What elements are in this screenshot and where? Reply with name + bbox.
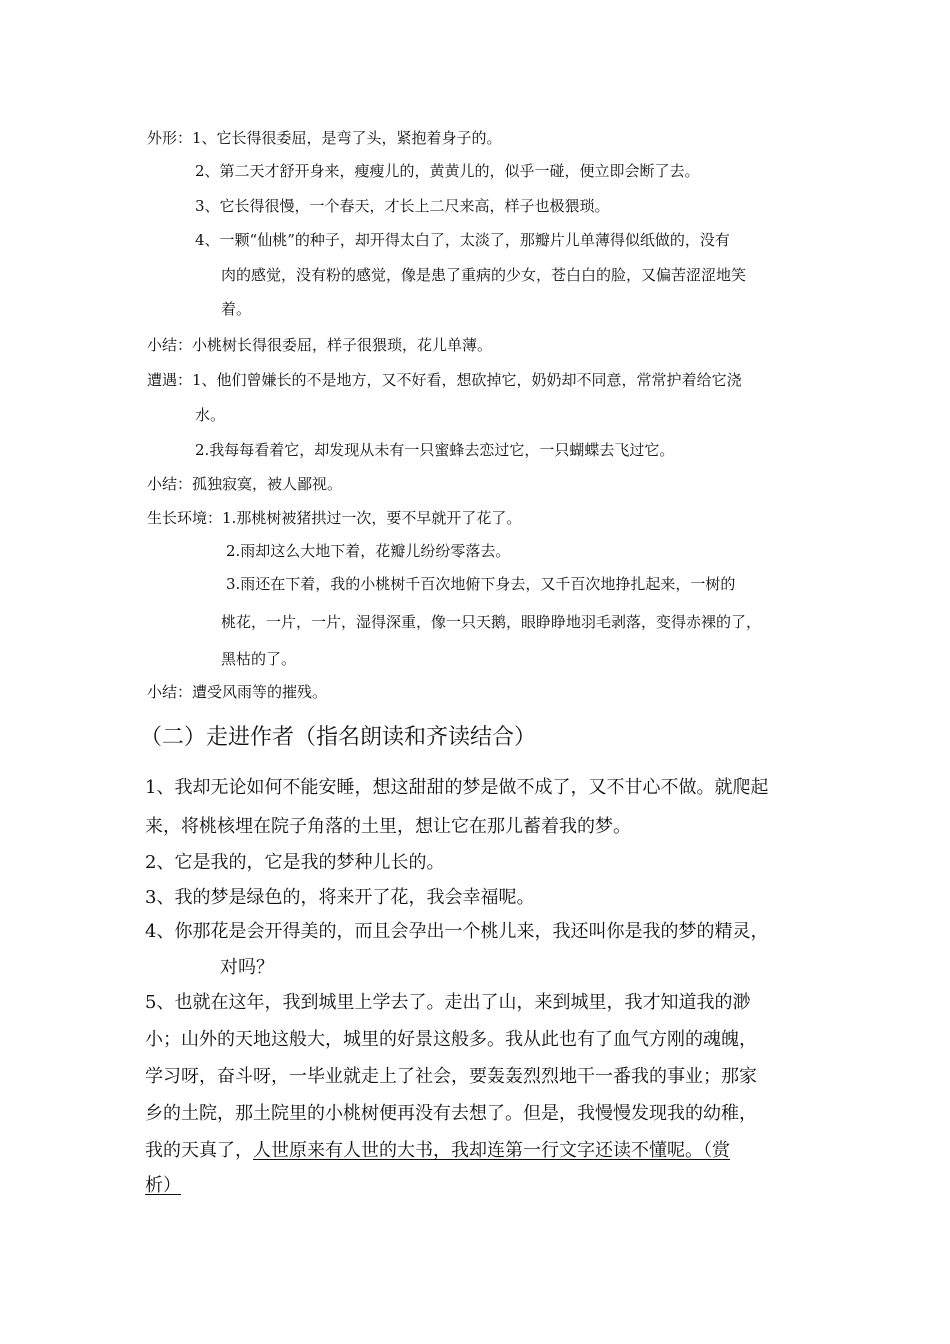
summary-appearance: 小结：小桃树长得很委屈，样子很猥琐，花儿单薄。 (147, 336, 493, 354)
author-para-2: 2、它是我的，它是我的梦种儿长的。 (145, 852, 445, 873)
appearance-item-4-line-2: 肉的感觉，没有粉的感觉，像是患了重病的少女，苍白白的脸，又偏苦涩涩地笑 (221, 266, 747, 284)
appearance-item-2: 2、第二天才舒开身来，瘦瘦儿的，黄黄儿的，似乎一碰，便立即会断了去。 (195, 162, 700, 180)
encounter-item-2: 2.我每每看着它，却发现从未有一只蜜蜂去恋过它，一只蝴蝶去飞过它。 (195, 441, 675, 459)
author-para-5-line-5: 我的天真了，人世原来有人世的大书，我却连第一行文字还读不懂呢。（赏 (145, 1140, 730, 1161)
environment-item-1: 生长环境：1.那桃树被猪拱过一次，要不早就开了花了。 (147, 509, 522, 527)
appearance-item-4-line-3: 着。 (221, 300, 252, 318)
author-para-4-line-2: 对吗？ (220, 957, 274, 978)
environment-item-3-line-1: 3.雨还在下着，我的小桃树千百次地俯下身去，又千百次地挣扎起来，一树的 (226, 575, 736, 593)
environment-label: 生长环境： (147, 509, 223, 527)
summary-environment: 小结：遭受风雨等的摧残。 (147, 683, 328, 701)
summary-encounter: 小结：孤独寂寞，被人鄙视。 (147, 475, 343, 493)
encounter-label: 遭遇： (147, 371, 193, 389)
author-para-5-line-2: 小；山外的天地这般大，城里的好景这般多。我从此也有了血气方刚的魂魄， (145, 1029, 757, 1050)
underlined-quote: 人世原来有人世的大书，我却连第一行文字还读不懂呢。（赏 (253, 1140, 730, 1161)
author-para-5-line-3: 学习呀，奋斗呀，一毕业就走上了社会，要轰轰烈烈地干一番我的事业；那家 (145, 1066, 757, 1087)
author-para-1-line-1: 1、我却无论如何不能安睡，想这甜甜的梦是做不成了，又不甘心不做。就爬起 (145, 777, 769, 798)
author-para-3: 3、我的梦是绿色的，将来开了花，我会幸福呢。 (145, 887, 535, 908)
environment-item-3-line-2: 桃花，一片，一片，湿得深重，像一只天鹅，眼睁睁地羽毛剥落，变得赤裸的了， (221, 613, 762, 631)
appearance-item-3: 3、它长得很慢，一个春天，才长上二尺来高，样子也极猥琐。 (195, 197, 610, 215)
encounter-item-1-line-1: 遭遇：1、他们曾嫌长的不是地方，又不好看，想砍掉它，奶奶却不同意，常常护着给它浇 (147, 371, 742, 389)
author-para-1-line-2: 来，将桃核埋在院子角落的土里，想让它在那儿蓄着我的梦。 (145, 816, 631, 837)
appearance-item-4-line-1: 4、一颗“仙桃”的种子，却开得太白了，太淡了，那瓣片儿单薄得似纸做的，没有 (195, 231, 730, 249)
environment-item-2: 2.雨却这么大地下着，花瓣儿纷纷零落去。 (226, 542, 511, 560)
author-para-5-line-4: 乡的土院，那土院里的小桃树便再没有去想了。但是，我慢慢发现我的幼稚， (145, 1103, 757, 1124)
section-heading: （二）走进作者（指名朗读和齐读结合） (140, 725, 537, 750)
encounter-item-1-line-2: 水。 (195, 406, 226, 424)
appearance-label: 外形： (147, 129, 193, 147)
underlined-quote-end: 析） (145, 1175, 181, 1196)
environment-item-3-line-3: 黑枯的了。 (221, 650, 297, 668)
appearance-item-1: 外形：1、它长得很委屈，是弯了头，紧抱着身子的。 (147, 129, 502, 147)
author-para-5-line-1: 5、也就在这年，我到城里上学去了。走出了山，来到城里，我才知道我的渺 (145, 992, 751, 1013)
author-para-4-line-1: 4、你那花是会开得美的，而且会孕出一个桃儿来，我还叫你是我的梦的精灵， (145, 921, 769, 942)
